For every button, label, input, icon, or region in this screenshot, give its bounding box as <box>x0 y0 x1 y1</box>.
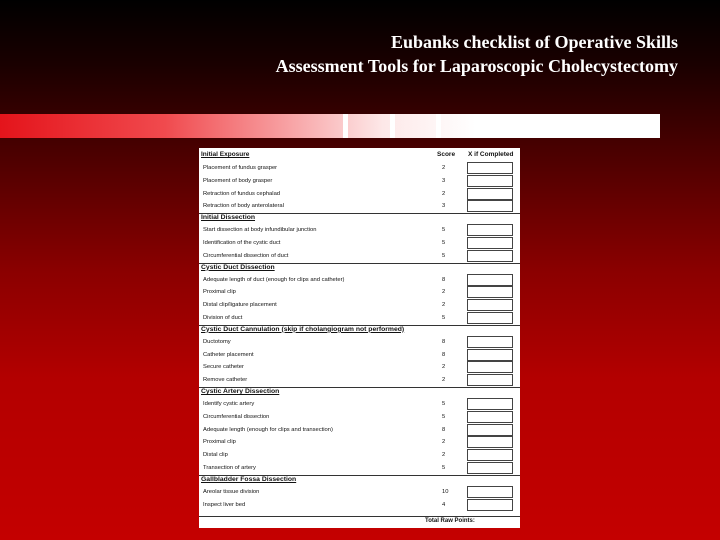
total-raw-points-label: Total Raw Points: <box>425 518 475 524</box>
row-label: Adequate length of duct (enough for clips and catheter) <box>203 276 345 283</box>
row-score: 8 <box>442 426 446 433</box>
row-score: 2 <box>442 165 446 171</box>
row-score: 3 <box>442 203 446 210</box>
row-score: 3 <box>442 177 446 184</box>
row-score: 10 <box>442 488 449 495</box>
row-score: 8 <box>442 351 446 358</box>
completion-checkbox[interactable] <box>467 286 513 298</box>
row-score: 4 <box>442 501 446 508</box>
completion-checkbox[interactable] <box>467 175 513 187</box>
stripe-tick <box>390 114 395 138</box>
row-score: 2 <box>442 452 446 459</box>
row-label: Identification of the cystic duct <box>203 240 281 246</box>
checklist-row <box>199 398 520 411</box>
completion-checkbox[interactable] <box>467 200 513 212</box>
completion-checkbox[interactable] <box>467 361 513 373</box>
row-score: 8 <box>442 276 446 283</box>
completion-checkbox[interactable] <box>467 499 513 511</box>
row-score: 5 <box>442 240 446 246</box>
row-label: Ductotomy <box>203 338 231 345</box>
checklist-row <box>199 274 520 287</box>
row-label: Adequate length (enough for clips and transection) <box>203 426 333 433</box>
row-score: 2 <box>442 364 446 371</box>
completion-checkbox[interactable] <box>467 336 513 348</box>
completion-checkbox[interactable] <box>467 449 513 461</box>
section-title: Gallbladder Fossa Dissection <box>201 475 297 483</box>
section-title: Initial Dissection <box>201 214 256 222</box>
row-label: Remove catheter <box>203 377 248 384</box>
completion-checkbox[interactable] <box>467 424 513 436</box>
stripe-tick <box>436 114 441 138</box>
checklist-row <box>199 411 520 424</box>
row-score: 2 <box>442 190 446 197</box>
checklist-row <box>199 237 520 250</box>
row-label: Identify cystic artery <box>203 401 255 407</box>
row-label: Division of duct <box>203 315 243 321</box>
row-score: 5 <box>442 252 446 259</box>
completion-checkbox[interactable] <box>467 224 513 236</box>
row-label: Placement of fundus grasper <box>203 165 278 171</box>
slide-title-line-1: Eubanks checklist of Operative Skills <box>390 32 678 52</box>
checklist-row <box>199 250 520 263</box>
row-score: 5 <box>442 227 446 234</box>
checklist-row <box>199 462 520 475</box>
row-score: 8 <box>442 338 446 345</box>
row-label: Retraction of fundus cephalad <box>203 190 281 197</box>
checklist-row <box>199 299 520 312</box>
slide-title-line-2: Assessment Tools for Laparoscopic Cholecystectomy <box>275 56 678 76</box>
checklist-header <box>201 151 518 161</box>
row-label: Areolar tissue division <box>203 488 260 495</box>
slide-title <box>276 30 678 78</box>
completion-checkbox[interactable] <box>467 250 513 262</box>
stripe-tick <box>478 114 483 138</box>
row-label: Proximal clip <box>203 439 236 446</box>
completion-checkbox[interactable] <box>467 274 513 286</box>
checklist-row <box>199 200 520 213</box>
checklist-row <box>199 336 520 349</box>
completion-checkbox[interactable] <box>467 398 513 410</box>
row-label: Start dissection at body infundibular junction <box>203 227 317 234</box>
section-title: Cystic Duct Cannulation (skip if cholangiogram not performed) <box>201 325 405 333</box>
stripe-tick <box>560 114 565 138</box>
completion-checkbox[interactable] <box>467 462 513 474</box>
completed-column-header: X if Completed <box>468 151 514 158</box>
section-title: Cystic Duct Dissection <box>201 263 275 271</box>
row-score: 2 <box>442 302 446 309</box>
checklist-row <box>199 374 520 387</box>
total-divider <box>199 516 520 517</box>
stripe-tick <box>520 114 525 138</box>
completion-checkbox[interactable] <box>467 411 513 423</box>
score-column-header: Score <box>437 151 456 158</box>
row-score: 5 <box>442 315 446 321</box>
checklist-row <box>199 312 520 325</box>
row-label: Catheter placement <box>203 351 254 358</box>
checklist-row <box>199 162 520 175</box>
checklist-row <box>199 286 520 299</box>
completion-checkbox[interactable] <box>467 374 513 386</box>
checklist-row <box>199 449 520 462</box>
completion-checkbox[interactable] <box>467 312 513 324</box>
completion-checkbox[interactable] <box>467 349 513 361</box>
row-label: Retraction of body anterolateral <box>203 203 284 210</box>
completion-checkbox[interactable] <box>467 237 513 249</box>
completion-checkbox[interactable] <box>467 188 513 200</box>
row-label: Distal clip/ligature placement <box>203 302 277 309</box>
row-label: Transection of artery <box>203 465 256 471</box>
checklist-row <box>199 424 520 437</box>
completion-checkbox[interactable] <box>467 299 513 311</box>
completion-checkbox[interactable] <box>467 486 513 498</box>
checklist-row <box>199 486 520 499</box>
checklist-row <box>199 349 520 362</box>
row-score: 2 <box>442 439 446 446</box>
checklist-row <box>199 224 520 237</box>
row-label: Circumferential dissection of duct <box>203 252 289 259</box>
row-score: 2 <box>442 377 446 384</box>
checklist-document <box>199 148 520 528</box>
completion-checkbox[interactable] <box>467 162 513 174</box>
row-label: Circumferential dissection <box>203 413 270 420</box>
row-label: Proximal clip <box>203 289 236 296</box>
checklist-row <box>199 436 520 449</box>
row-score: 5 <box>442 465 446 471</box>
row-score: 2 <box>442 289 446 296</box>
checklist-row <box>199 175 520 188</box>
row-label: Secure catheter <box>203 364 244 371</box>
row-label: Inspect liver bed <box>203 501 246 508</box>
row-label: Distal clip <box>203 452 228 459</box>
checklist-row <box>199 499 520 512</box>
row-label: Placement of body grasper <box>203 177 273 184</box>
row-score: 5 <box>442 413 446 420</box>
stripe-tick <box>343 114 348 138</box>
row-score: 5 <box>442 401 446 407</box>
section-title: Cystic Artery Dissection <box>201 388 280 395</box>
checklist-row <box>199 188 520 201</box>
checklist-row <box>199 361 520 374</box>
first-section-title: Initial Exposure <box>201 151 250 158</box>
completion-checkbox[interactable] <box>467 436 513 448</box>
